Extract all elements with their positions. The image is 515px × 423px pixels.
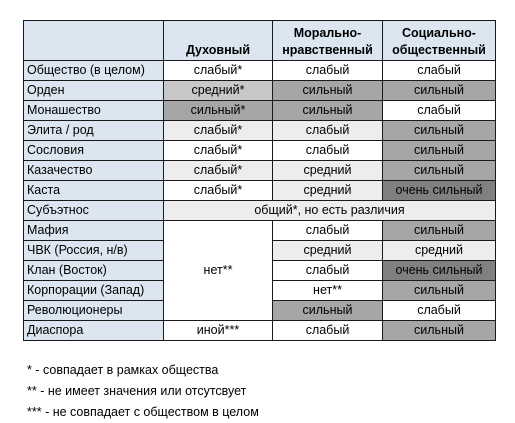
cell-social: слабый — [383, 61, 496, 81]
row-label: ЧВК (Россия, н/в) — [24, 241, 164, 261]
cell-moral: нет** — [273, 281, 383, 301]
table-row — [24, 141, 496, 161]
cell-spiritual: слабый* — [164, 161, 273, 181]
cell-moral: сильный — [273, 301, 383, 321]
table-row — [24, 221, 496, 241]
cell-spiritual: средний* — [164, 81, 273, 101]
cell-social: сильный — [383, 81, 496, 101]
row-label: Казачество — [24, 161, 164, 181]
row-label: Монашество — [24, 101, 164, 121]
row-label: Мафия — [24, 221, 164, 241]
cell-moral: слабый — [273, 261, 383, 281]
cell-moral: слабый — [273, 321, 383, 341]
footnote: *** - не совпадает с обществом в целом — [27, 405, 259, 419]
cell-social: сильный — [383, 161, 496, 181]
cell-moral: сильный — [273, 81, 383, 101]
cell-spiritual: слабый* — [164, 181, 273, 201]
cell-moral: сильный — [273, 101, 383, 121]
row-label: Общество (в целом) — [24, 61, 164, 81]
table-row — [24, 161, 496, 181]
col-header-social: Социально- общественный — [383, 21, 496, 61]
cell-spiritual: сильный* — [164, 101, 273, 121]
footnote: ** - не имеет значения или отсутсвует — [27, 384, 247, 398]
table-row — [24, 101, 496, 121]
footnotes — [27, 360, 259, 423]
table-row — [24, 201, 496, 221]
cell-social: слабый — [383, 301, 496, 321]
row-label: Орден — [24, 81, 164, 101]
row-label: Сословия — [24, 141, 164, 161]
comparison-table — [23, 20, 496, 341]
corner-cell — [24, 21, 164, 61]
cell-spiritual: слабый* — [164, 141, 273, 161]
cell-moral: слабый — [273, 141, 383, 161]
col-header-moral: Морально- нравственный — [273, 21, 383, 61]
cell-spiritual: иной*** — [164, 321, 273, 341]
cell-moral: средний — [273, 181, 383, 201]
row-label: Элита / род — [24, 121, 164, 141]
row-label: Диаспора — [24, 321, 164, 341]
cell-moral: средний — [273, 161, 383, 181]
table-row — [24, 61, 496, 81]
table-row — [24, 321, 496, 341]
footnote: * - совпадает в рамках общества — [27, 363, 219, 377]
header-row — [24, 21, 496, 61]
table-row — [24, 121, 496, 141]
cell-spiritual: слабый* — [164, 121, 273, 141]
table-row — [24, 181, 496, 201]
cell-moral: средний — [273, 241, 383, 261]
cell-social: очень сильный — [383, 261, 496, 281]
cell-social: средний — [383, 241, 496, 261]
row-label: Революционеры — [24, 301, 164, 321]
row-label: Клан (Восток) — [24, 261, 164, 281]
cell-moral: слабый — [273, 61, 383, 81]
cell-social: сильный — [383, 221, 496, 241]
row-label: Корпорации (Запад) — [24, 281, 164, 301]
cell-social: слабый — [383, 101, 496, 121]
cell-social: сильный — [383, 121, 496, 141]
cell-social: сильный — [383, 321, 496, 341]
cell-social: сильный — [383, 281, 496, 301]
cell-social: сильный — [383, 141, 496, 161]
cell-moral: слабый — [273, 221, 383, 241]
col-header-spiritual: Духовный — [164, 21, 273, 61]
cell-spiritual-merged: нет** — [164, 221, 273, 321]
table-row — [24, 81, 496, 101]
merged-cell: общий*, но есть различия — [164, 201, 496, 221]
row-label: Субъэтнос — [24, 201, 164, 221]
cell-social: очень сильный — [383, 181, 496, 201]
cell-spiritual: слабый* — [164, 61, 273, 81]
cell-moral: слабый — [273, 121, 383, 141]
row-label: Каста — [24, 181, 164, 201]
